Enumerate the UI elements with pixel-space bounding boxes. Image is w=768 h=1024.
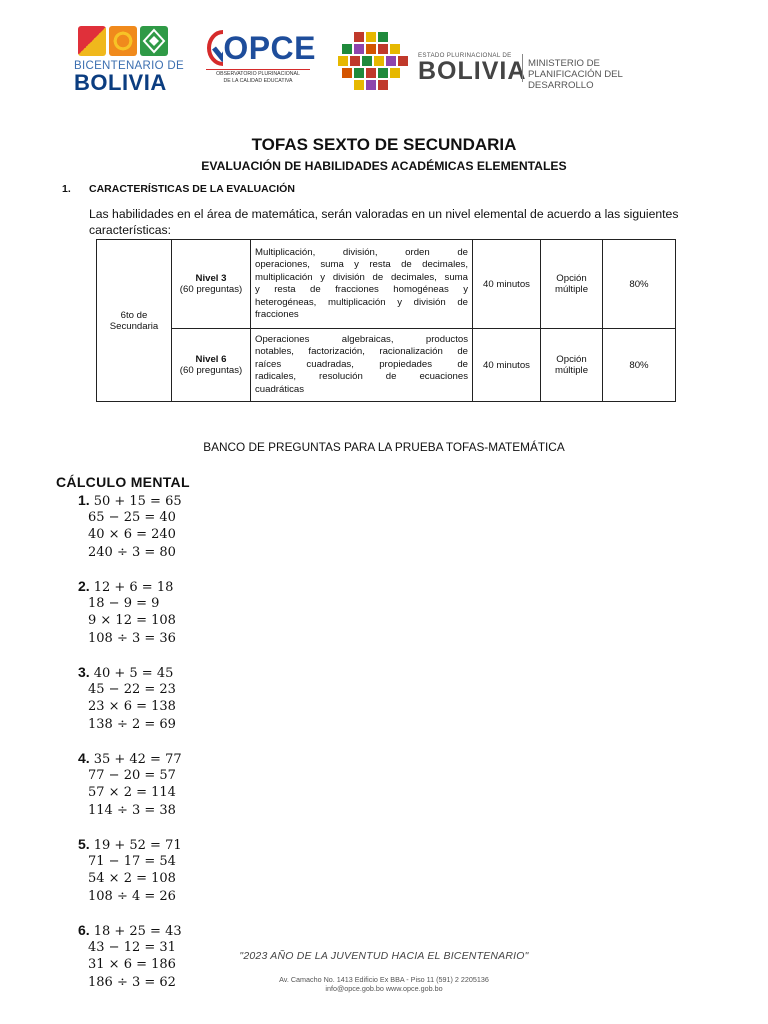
content-cell xyxy=(251,329,473,402)
exercise-line: 77 − 20 = 57 xyxy=(88,768,176,784)
exercise-line: 57 × 2 = 114 xyxy=(88,785,176,801)
time-cell: 40 minutos xyxy=(473,240,541,329)
evaluation-table xyxy=(96,239,676,402)
exercise-line: 19 + 52 = 71 xyxy=(93,838,182,853)
calc-title: CÁLCULO MENTAL xyxy=(56,474,190,490)
content-line: Operaciones algebraicas, productos xyxy=(255,333,468,345)
exercise-line: 108 ÷ 4 = 26 xyxy=(88,888,176,904)
estado-label: ESTADO PLURINACIONAL DE xyxy=(418,52,512,59)
table-row xyxy=(97,329,676,402)
ministerio-logo xyxy=(336,30,676,100)
content-line: Multiplicación, división, orden de xyxy=(255,246,468,258)
type-label: múltiple xyxy=(554,284,589,295)
opce-wordmark: OPCE xyxy=(223,29,316,66)
content-text xyxy=(255,247,468,322)
exercise-block xyxy=(78,578,278,647)
exercise-line: 108 ÷ 3 = 36 xyxy=(88,630,176,646)
section-title: CARACTERÍSTICAS DE LA EVALUACIÓN xyxy=(89,183,295,195)
bicentenario-emblem-icon xyxy=(78,26,184,56)
opce-subtitle-1: OBSERVATORIO PLURINACIONAL xyxy=(216,71,300,77)
exercise-line: 31 × 6 = 186 xyxy=(88,957,176,973)
type-label: múltiple xyxy=(554,365,589,376)
content-line: raíces cuadradas, propiedades de xyxy=(255,358,468,370)
exercise-line: 50 + 15 = 65 xyxy=(93,494,182,509)
footer-contact: info@opce.gob.bo www.opce.gob.bo xyxy=(325,984,443,993)
questions-label: (60 preguntas) xyxy=(179,365,243,376)
section-number: 1. xyxy=(62,183,71,195)
ministerio-label-1: MINISTERIO DE xyxy=(528,58,600,69)
exercise-number: 2. xyxy=(78,578,90,594)
content-cell xyxy=(251,240,473,329)
type-cell xyxy=(541,329,603,402)
exercise-line: 40 + 5 = 45 xyxy=(93,666,174,681)
exercise-block xyxy=(78,664,278,733)
exercise-line: 18 − 9 = 9 xyxy=(88,596,160,612)
exercise-line: 45 − 22 = 23 xyxy=(88,682,176,698)
exercise-block xyxy=(78,492,278,561)
page-subtitle: EVALUACIÓN DE HABILIDADES ACADÉMICAS ELEMENTALES xyxy=(201,159,567,173)
exercise-number: 3. xyxy=(78,664,90,680)
exercise-line: 114 ÷ 3 = 38 xyxy=(88,802,176,818)
exercise-line: 40 × 6 = 240 xyxy=(88,527,176,543)
exercise-line: 9 × 12 = 108 xyxy=(88,613,176,629)
content-line: notables, factorización, racionalización de xyxy=(255,346,468,358)
grade-cell: 6to de Secundaria xyxy=(97,240,172,402)
bicentenario-logo xyxy=(74,26,184,98)
content-line: radicales, resolución de ecuaciones xyxy=(255,371,468,383)
percent-cell: 80% xyxy=(603,240,676,329)
type-cell xyxy=(541,240,603,329)
opce-subtitle-2: DE LA CALIDAD EDUCATIVA xyxy=(223,78,293,84)
opce-logo xyxy=(206,28,316,100)
page-title: TOFAS SEXTO DE SECUNDARIA xyxy=(251,135,517,154)
opce-check-icon xyxy=(206,28,223,68)
level-label: Nivel 3 xyxy=(195,273,227,284)
exercise-line: 18 + 25 = 43 xyxy=(93,924,182,939)
bank-title: BANCO DE PREGUNTAS PARA LA PRUEBA TOFAS-MATEMÁTICA xyxy=(203,440,565,454)
exercise-line: 186 ÷ 3 = 62 xyxy=(88,974,176,990)
content-line: cuadráticas xyxy=(255,383,305,395)
level-cell xyxy=(172,329,251,402)
content-line: y resta de fracciones homogéneas y xyxy=(255,284,468,295)
bolivia-wordmark: BOLIVIA xyxy=(418,57,527,85)
content-line: heterogéneas, multiplicación y división de xyxy=(255,296,468,308)
exercise-number: 1. xyxy=(78,492,90,508)
level-cell xyxy=(172,240,251,329)
exercise-line: 12 + 6 = 18 xyxy=(93,580,174,595)
exercise-block xyxy=(78,750,278,819)
footer-address: Av. Camacho No. 1413 Edificio Ex BBA - Piso 11 (591) 2 2205136 xyxy=(279,975,489,984)
exercise-number: 4. xyxy=(78,750,90,766)
exercise-line: 54 × 2 = 108 xyxy=(88,871,176,887)
level-label: Nivel 6 xyxy=(195,354,227,365)
exercise-number: 5. xyxy=(78,836,90,852)
questions-label: (60 preguntas) xyxy=(179,284,243,295)
section-intro: Las habilidades en el área de matemática, serán valoradas en un nivel elemental de acuerdo a las siguientes características: xyxy=(89,207,679,237)
exercise-line: 43 − 12 = 31 xyxy=(88,940,176,956)
type-label: Opción xyxy=(556,354,587,365)
content-line: fracciones xyxy=(255,309,299,320)
exercise-line: 23 × 6 = 138 xyxy=(88,699,176,715)
ministerio-label-2: PLANIFICACIÓN DEL DESARROLLO xyxy=(528,69,623,91)
type-label: Opción xyxy=(556,273,587,284)
exercise-line: 65 − 25 = 40 xyxy=(88,510,176,526)
content-text xyxy=(255,334,468,397)
table-row xyxy=(97,240,676,329)
exercise-line: 35 + 42 = 77 xyxy=(93,752,182,767)
percent-cell: 80% xyxy=(603,329,676,402)
bicentenario-label: BICENTENARIO DE xyxy=(74,60,184,72)
content-line: operaciones, suma y resta de decimales, xyxy=(255,259,468,270)
time-cell: 40 minutos xyxy=(473,329,541,402)
content-line: multiplicación y división de decimales, suma xyxy=(255,271,468,283)
exercise-line: 240 ÷ 3 = 80 xyxy=(88,544,176,560)
exercise-block xyxy=(78,836,278,905)
exercise-number: 6. xyxy=(78,922,90,938)
bicentenario-bolivia-label: BOLIVIA xyxy=(74,70,167,95)
exercise-line: 138 ÷ 2 = 69 xyxy=(88,716,176,732)
footer-motto: "2023 AÑO DE LA JUVENTUD HACIA EL BICENTENARIO" xyxy=(239,950,529,962)
bolivia-emblem-icon xyxy=(336,30,412,100)
exercise-line: 71 − 17 = 54 xyxy=(88,854,176,870)
